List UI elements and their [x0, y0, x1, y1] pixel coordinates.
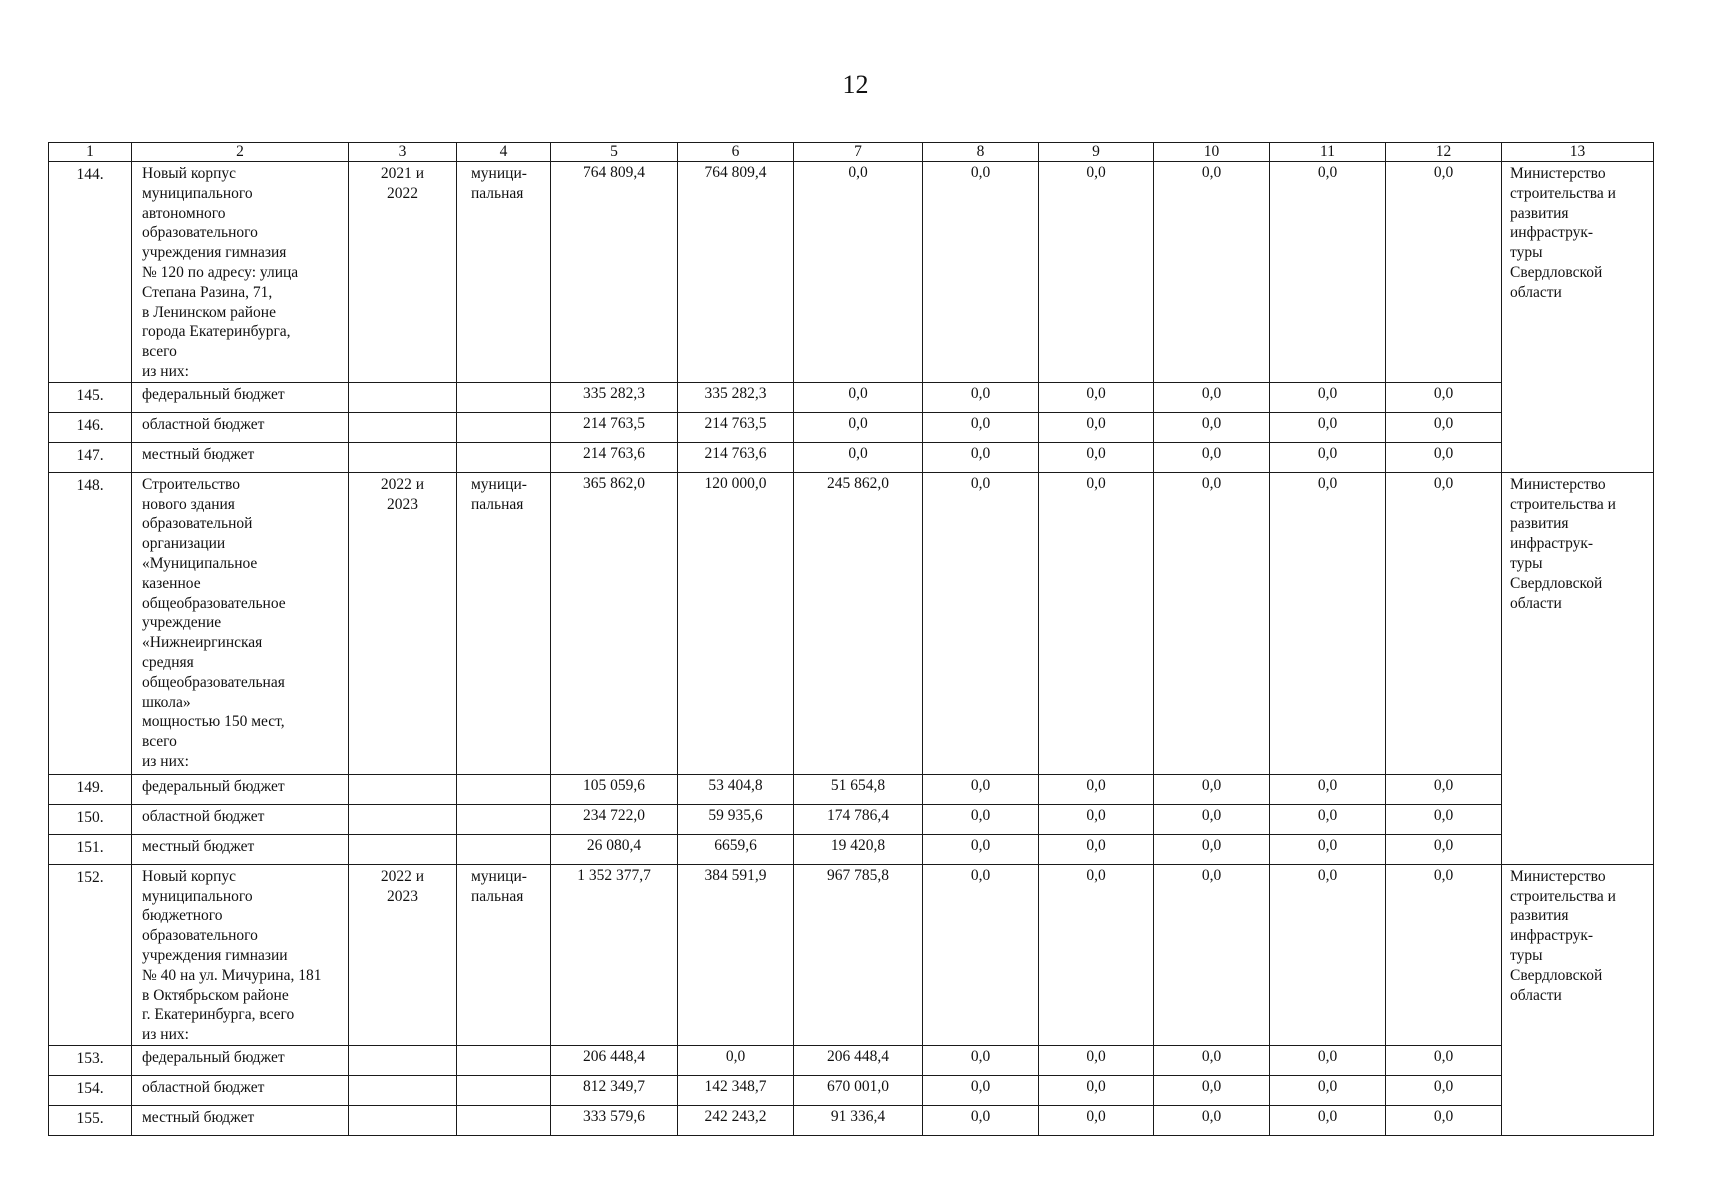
amount-cell: 53 404,8	[678, 774, 794, 804]
amount-cell: 0,0	[1154, 1075, 1270, 1105]
budget-source-name: областной бюджет	[132, 412, 349, 442]
column-number-header: 5	[551, 143, 678, 162]
amount-cell: 142 348,7	[678, 1075, 794, 1105]
table-row-budget-source	[49, 1045, 1654, 1075]
construction-years	[349, 1105, 457, 1135]
amount-cell: 242 243,2	[678, 1105, 794, 1135]
amount-cell: 0,0	[1270, 1105, 1386, 1135]
budget-source-name: федеральный бюджет	[132, 1045, 349, 1075]
amount-cell: 0,0	[1154, 834, 1270, 864]
amount-cell: 245 862,0	[794, 472, 923, 774]
amount-cell: 0,0	[794, 412, 923, 442]
construction-years	[349, 442, 457, 472]
amount-cell: 0,0	[1386, 1105, 1502, 1135]
ownership-level	[457, 1045, 551, 1075]
amount-cell: 0,0	[1039, 162, 1154, 383]
amount-cell: 0,0	[1039, 1105, 1154, 1135]
amount-cell: 0,0	[794, 162, 923, 383]
amount-cell: 0,0	[1039, 834, 1154, 864]
amount-cell: 0,0	[678, 1045, 794, 1075]
amount-cell: 26 080,4	[551, 834, 678, 864]
column-number-header: 8	[923, 143, 1039, 162]
amount-cell: 0,0	[1270, 774, 1386, 804]
ownership-level	[457, 442, 551, 472]
amount-cell: 0,0	[1039, 864, 1154, 1045]
ownership-level	[457, 804, 551, 834]
amount-cell: 0,0	[1270, 442, 1386, 472]
ownership-level	[457, 1105, 551, 1135]
amount-cell: 0,0	[1154, 804, 1270, 834]
amount-cell: 0,0	[1154, 382, 1270, 412]
budget-source-name: местный бюджет	[132, 834, 349, 864]
column-number-header: 1	[49, 143, 132, 162]
row-number: 146.	[49, 412, 132, 442]
responsible-executor: Министерство строительства и развития инфраструк- туры Свердловской области	[1502, 864, 1654, 1135]
amount-cell: 0,0	[1386, 1075, 1502, 1105]
amount-cell: 0,0	[1154, 1045, 1270, 1075]
amount-cell: 812 349,7	[551, 1075, 678, 1105]
responsible-executor: Министерство строительства и развития инфраструк- туры Свердловской области	[1502, 162, 1654, 473]
ownership-level: муници- пальная	[457, 162, 551, 383]
amount-cell: 0,0	[1039, 1075, 1154, 1105]
row-number: 145.	[49, 382, 132, 412]
amount-cell: 59 935,6	[678, 804, 794, 834]
column-number-header: 7	[794, 143, 923, 162]
amount-cell: 1 352 377,7	[551, 864, 678, 1045]
table-row-budget-source	[49, 1105, 1654, 1135]
amount-cell: 214 763,5	[551, 412, 678, 442]
row-number: 154.	[49, 1075, 132, 1105]
amount-cell: 0,0	[1154, 1105, 1270, 1135]
amount-cell: 0,0	[1154, 472, 1270, 774]
amount-cell: 0,0	[1154, 412, 1270, 442]
ownership-level	[457, 774, 551, 804]
table-header-row	[49, 143, 1654, 162]
amount-cell: 0,0	[923, 834, 1039, 864]
page-number: 12	[842, 70, 869, 99]
column-number-header: 6	[678, 143, 794, 162]
amount-cell: 0,0	[1039, 412, 1154, 442]
row-number: 144.	[49, 162, 132, 383]
column-number-header: 4	[457, 143, 551, 162]
amount-cell: 0,0	[923, 442, 1039, 472]
construction-years	[349, 1045, 457, 1075]
amount-cell: 234 722,0	[551, 804, 678, 834]
column-number-header: 2	[132, 143, 349, 162]
amount-cell: 0,0	[1039, 472, 1154, 774]
construction-years	[349, 834, 457, 864]
row-number: 155.	[49, 1105, 132, 1135]
amount-cell: 335 282,3	[678, 382, 794, 412]
amount-cell: 670 001,0	[794, 1075, 923, 1105]
amount-cell: 0,0	[1039, 804, 1154, 834]
amount-cell: 206 448,4	[794, 1045, 923, 1075]
column-number-header: 10	[1154, 143, 1270, 162]
table-row-budget-source	[49, 412, 1654, 442]
amount-cell: 365 862,0	[551, 472, 678, 774]
table-row-budget-source	[49, 382, 1654, 412]
amount-cell: 0,0	[1386, 162, 1502, 383]
amount-cell: 0,0	[794, 382, 923, 412]
amount-cell: 335 282,3	[551, 382, 678, 412]
row-number: 149.	[49, 774, 132, 804]
object-name: Новый корпус муниципального автономного образовательного учреждения гимназия № 120 по адресу: улица Степана Разина, 71, в Ленинском районе города Екатеринбурга, всего из них:	[132, 162, 349, 383]
amount-cell: 174 786,4	[794, 804, 923, 834]
ownership-level: муници- пальная	[457, 864, 551, 1045]
amount-cell: 0,0	[923, 472, 1039, 774]
budget-source-name: местный бюджет	[132, 442, 349, 472]
amount-cell: 0,0	[1270, 834, 1386, 864]
row-number: 151.	[49, 834, 132, 864]
amount-cell: 0,0	[1154, 864, 1270, 1045]
column-number-header: 11	[1270, 143, 1386, 162]
amount-cell: 0,0	[1386, 1045, 1502, 1075]
table-row-budget-source	[49, 442, 1654, 472]
row-number: 148.	[49, 472, 132, 774]
program-table	[48, 142, 1654, 1136]
amount-cell: 0,0	[923, 162, 1039, 383]
amount-cell: 0,0	[1386, 442, 1502, 472]
table-row-budget-source	[49, 1075, 1654, 1105]
object-name: Строительство нового здания образовательной организации «Муниципальное казенное общеобразовательное учреждение «Нижнеиргинская средняя общеобразовательная школа» мощностью 150 мест, всего из них:	[132, 472, 349, 774]
amount-cell: 6659,6	[678, 834, 794, 864]
table-row-budget-source	[49, 834, 1654, 864]
ownership-level	[457, 834, 551, 864]
row-number: 152.	[49, 864, 132, 1045]
amount-cell: 0,0	[923, 804, 1039, 834]
amount-cell: 764 809,4	[551, 162, 678, 383]
column-number-header: 13	[1502, 143, 1654, 162]
amount-cell: 0,0	[1270, 162, 1386, 383]
amount-cell: 0,0	[1386, 472, 1502, 774]
amount-cell: 0,0	[923, 1045, 1039, 1075]
row-number: 153.	[49, 1045, 132, 1075]
amount-cell: 0,0	[794, 442, 923, 472]
amount-cell: 214 763,5	[678, 412, 794, 442]
amount-cell: 0,0	[1270, 382, 1386, 412]
budget-source-name: местный бюджет	[132, 1105, 349, 1135]
construction-years: 2021 и 2022	[349, 162, 457, 383]
amount-cell: 0,0	[1154, 774, 1270, 804]
table-row-object	[49, 864, 1654, 1045]
amount-cell: 0,0	[1386, 864, 1502, 1045]
column-number-header: 12	[1386, 143, 1502, 162]
amount-cell: 0,0	[1154, 162, 1270, 383]
amount-cell: 967 785,8	[794, 864, 923, 1045]
amount-cell: 120 000,0	[678, 472, 794, 774]
amount-cell: 0,0	[1039, 1045, 1154, 1075]
amount-cell: 0,0	[1386, 804, 1502, 834]
table-row-object	[49, 162, 1654, 383]
ownership-level	[457, 1075, 551, 1105]
responsible-executor: Министерство строительства и развития инфраструк- туры Свердловской области	[1502, 472, 1654, 864]
amount-cell: 0,0	[1270, 412, 1386, 442]
amount-cell: 0,0	[1270, 1075, 1386, 1105]
budget-source-name: федеральный бюджет	[132, 382, 349, 412]
amount-cell: 214 763,6	[551, 442, 678, 472]
construction-years	[349, 804, 457, 834]
table-row-budget-source	[49, 804, 1654, 834]
amount-cell: 0,0	[1386, 382, 1502, 412]
construction-years: 2022 и 2023	[349, 864, 457, 1045]
amount-cell: 0,0	[1270, 864, 1386, 1045]
construction-years	[349, 1075, 457, 1105]
row-number: 147.	[49, 442, 132, 472]
amount-cell: 0,0	[923, 382, 1039, 412]
amount-cell: 19 420,8	[794, 834, 923, 864]
amount-cell: 0,0	[1386, 412, 1502, 442]
amount-cell: 206 448,4	[551, 1045, 678, 1075]
amount-cell: 0,0	[1386, 774, 1502, 804]
amount-cell: 0,0	[923, 864, 1039, 1045]
table-row-budget-source	[49, 774, 1654, 804]
amount-cell: 51 654,8	[794, 774, 923, 804]
amount-cell: 0,0	[923, 774, 1039, 804]
amount-cell: 384 591,9	[678, 864, 794, 1045]
construction-years	[349, 382, 457, 412]
budget-source-name: областной бюджет	[132, 804, 349, 834]
ownership-level	[457, 412, 551, 442]
amount-cell: 0,0	[1039, 442, 1154, 472]
construction-years: 2022 и 2023	[349, 472, 457, 774]
construction-years	[349, 774, 457, 804]
amount-cell: 0,0	[1154, 442, 1270, 472]
ownership-level	[457, 382, 551, 412]
table-row-object	[49, 472, 1654, 774]
budget-source-name: областной бюджет	[132, 1075, 349, 1105]
amount-cell: 0,0	[923, 1075, 1039, 1105]
ownership-level: муници- пальная	[457, 472, 551, 774]
amount-cell: 0,0	[1270, 1045, 1386, 1075]
amount-cell: 0,0	[923, 1105, 1039, 1135]
budget-source-name: федеральный бюджет	[132, 774, 349, 804]
row-number: 150.	[49, 804, 132, 834]
construction-years	[349, 412, 457, 442]
amount-cell: 0,0	[1039, 382, 1154, 412]
amount-cell: 0,0	[1386, 834, 1502, 864]
amount-cell: 0,0	[1039, 774, 1154, 804]
amount-cell: 0,0	[923, 412, 1039, 442]
amount-cell: 91 336,4	[794, 1105, 923, 1135]
amount-cell: 105 059,6	[551, 774, 678, 804]
amount-cell: 764 809,4	[678, 162, 794, 383]
amount-cell: 214 763,6	[678, 442, 794, 472]
amount-cell: 333 579,6	[551, 1105, 678, 1135]
amount-cell: 0,0	[1270, 472, 1386, 774]
amount-cell: 0,0	[1270, 804, 1386, 834]
column-number-header: 3	[349, 143, 457, 162]
object-name: Новый корпус муниципального бюджетного образовательного учреждения гимназии № 40 на ул. Мичурина, 181 в Октябрьском районе г. Екатеринбурга, всего из них:	[132, 864, 349, 1045]
column-number-header: 9	[1039, 143, 1154, 162]
